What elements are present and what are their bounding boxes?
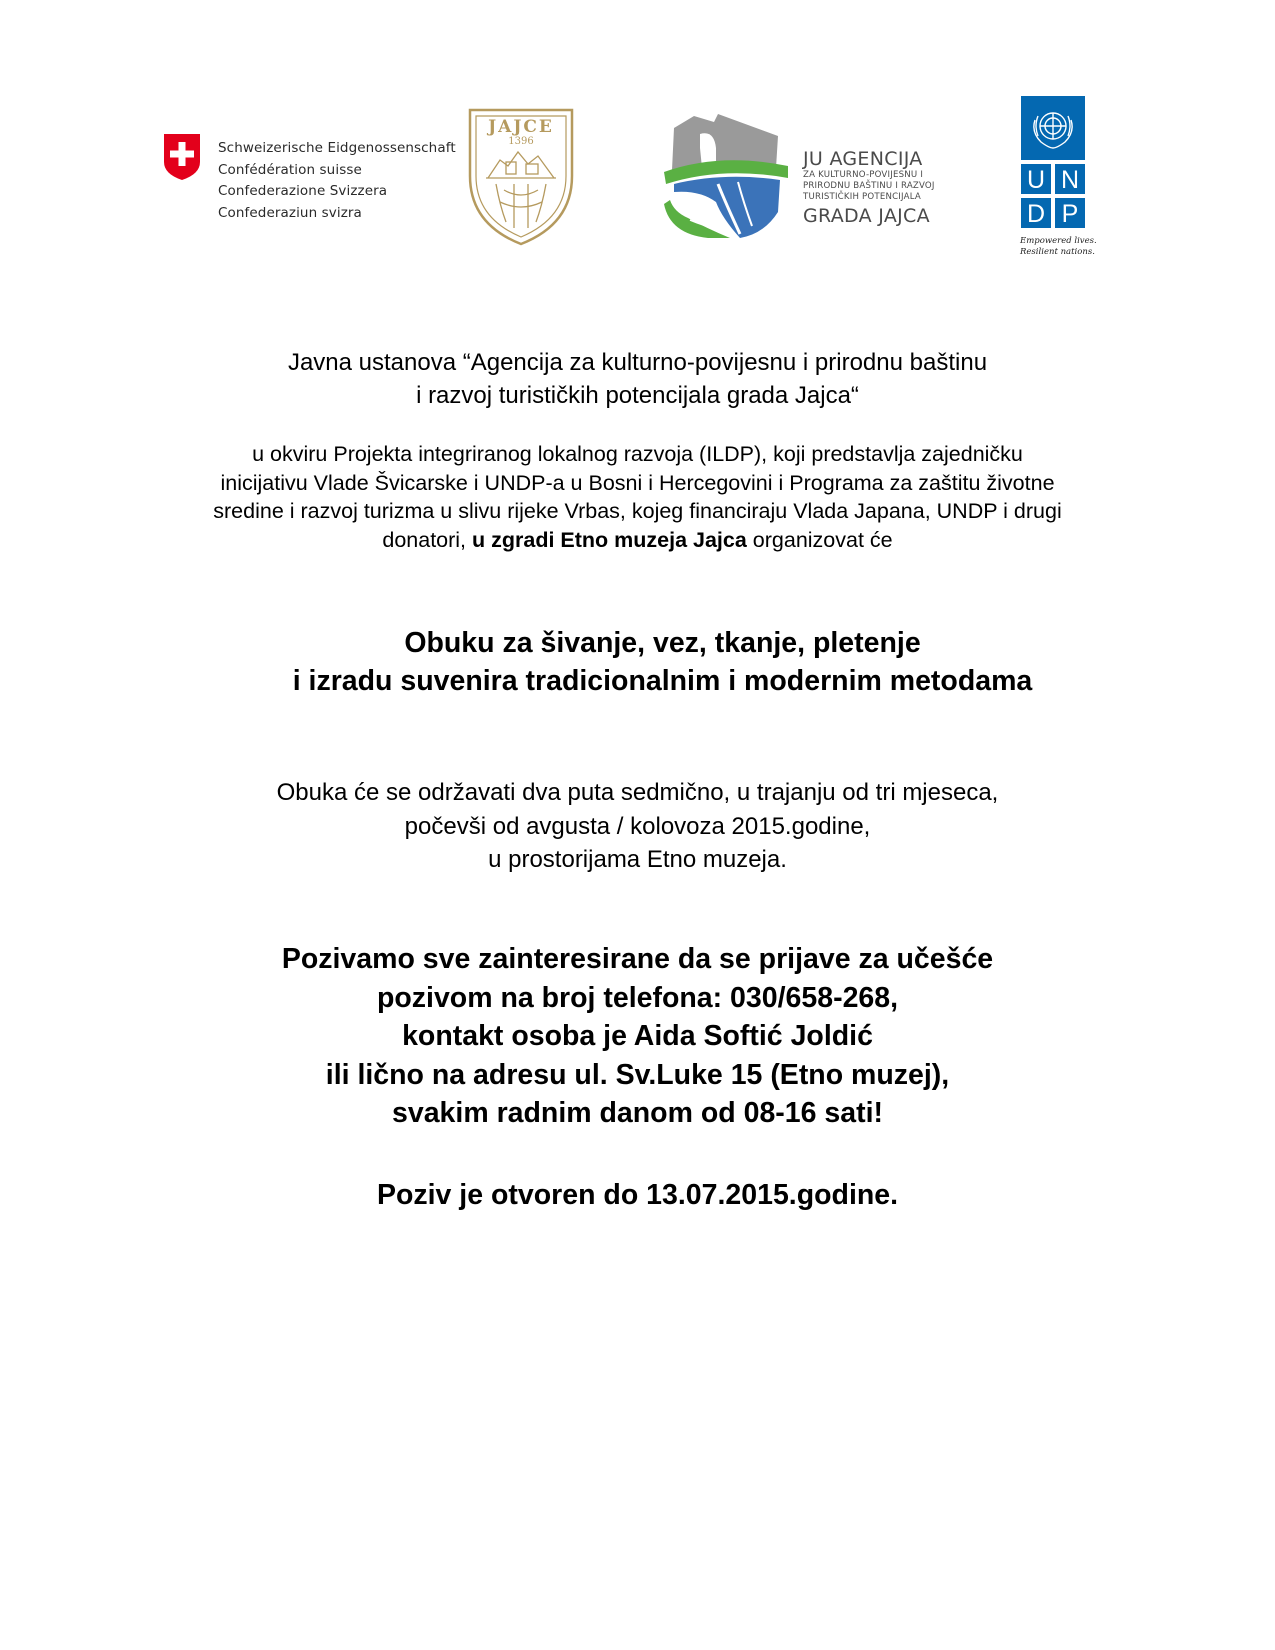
jajce-coat-of-arms-logo: [466, 106, 576, 248]
swiss-line-italian: Confederazione Svizzera: [218, 183, 388, 199]
training-info: [0, 776, 1275, 877]
body-line-3: sredine i razvoj turizma u slivu rijeke Vrbas, kojeg financiraju Vlada Japana, UNDP i drugi: [213, 499, 1062, 523]
jajce-name-text: JAJCE: [488, 117, 554, 137]
agency-city: GRADA JAJCA: [803, 205, 930, 227]
agency-logo-text: [803, 148, 935, 227]
undp-letter-p: P: [1061, 200, 1079, 228]
intro-line-1: Javna ustanova “Agencija za kulturno-povijesnu i prirodnu baštinu: [287, 349, 988, 376]
training-title: [0, 624, 1275, 700]
undp-letter-u: U: [1026, 166, 1046, 194]
swiss-line-german: Schweizerische Eidgenossenschaft: [218, 140, 456, 156]
call-line-1: Pozivamo sve zainteresirane da se prijave za učešće: [281, 943, 994, 975]
intro-paragraph: [0, 346, 1275, 412]
undp-letter-d: D: [1026, 200, 1046, 228]
call-line-4: ili lično na adresu ul. Sv.Luke 15 (Etno muzej),: [325, 1058, 950, 1091]
deadline-notice: Poziv je otvoren do 13.07.2015.godine.: [376, 1179, 899, 1211]
jajce-year-text: 1396: [508, 136, 534, 147]
agency-title: JU AGENCIJA: [803, 148, 923, 170]
info-line-2: počevši od avgusta / kolovoza 2015.godine,: [404, 812, 871, 840]
body-paragraph: [0, 440, 1275, 554]
agency-sub-line-2: PRIRODNU BAŠTINU I RAZVOJ: [803, 181, 935, 191]
swiss-line-romansh: Confederaziun svizra: [218, 204, 362, 221]
agency-logo-emblem: [660, 108, 792, 244]
call-line-2: pozivom na broj telefona: 030/658-268,: [376, 981, 899, 1014]
undp-tagline: [1020, 236, 1097, 258]
undp-letter-n: N: [1060, 166, 1080, 194]
swiss-flag-icon: [162, 132, 202, 182]
info-line-1: Obuka će se održavati dva puta sedmično, u trajanju od tri mjeseca,: [276, 779, 999, 806]
undp-logo: [1021, 96, 1085, 232]
body-line-4: [0, 526, 1275, 555]
call-line-3: kontakt osoba je Aida Softić Joldić: [402, 1020, 873, 1052]
undp-tagline-line-2: Resilient nations.: [1020, 247, 1095, 257]
call-line-5: svakim radnim danom od 08-16 sati!: [392, 1097, 883, 1129]
undp-tagline-line-1: Empowered lives.: [1020, 236, 1097, 246]
intro-line-2: i razvoj turističkih potencijala grada Jajca“: [416, 382, 859, 409]
body-line-4-location: u zgradi Etno muzeja Jajca: [472, 527, 747, 552]
body-line-1: u okviru Projekta integriranog lokalnog razvoja (ILDP), koji predstavlja zajedničku: [252, 442, 1023, 466]
agency-sub-line-3: TURISTIČKIH POTENCIJALA: [803, 192, 921, 202]
body-line-2: inicijativu Vlade Švicarske i UNDP-a u Bosni i Hercegovini i Programa za zaštitu životne: [220, 470, 1055, 495]
title-line-1: Obuku za šivanje, vez, tkanje, pletenje: [404, 627, 921, 659]
body-line-4-pre: donatori,: [382, 527, 473, 552]
body-line-4-post: organizovat će: [746, 527, 893, 552]
application-call: [0, 940, 1275, 1133]
agency-sub-line-1: ZA KULTURNO-POVIJESNU I: [803, 170, 924, 180]
swiss-line-french: Confédération suisse: [218, 161, 362, 178]
title-line-2: i izradu suvenira tradicionalnim i modernim metodama: [292, 665, 1033, 697]
swiss-confederation-text: [218, 138, 456, 224]
info-line-3: u prostorijama Etno muzeja.: [488, 846, 787, 873]
